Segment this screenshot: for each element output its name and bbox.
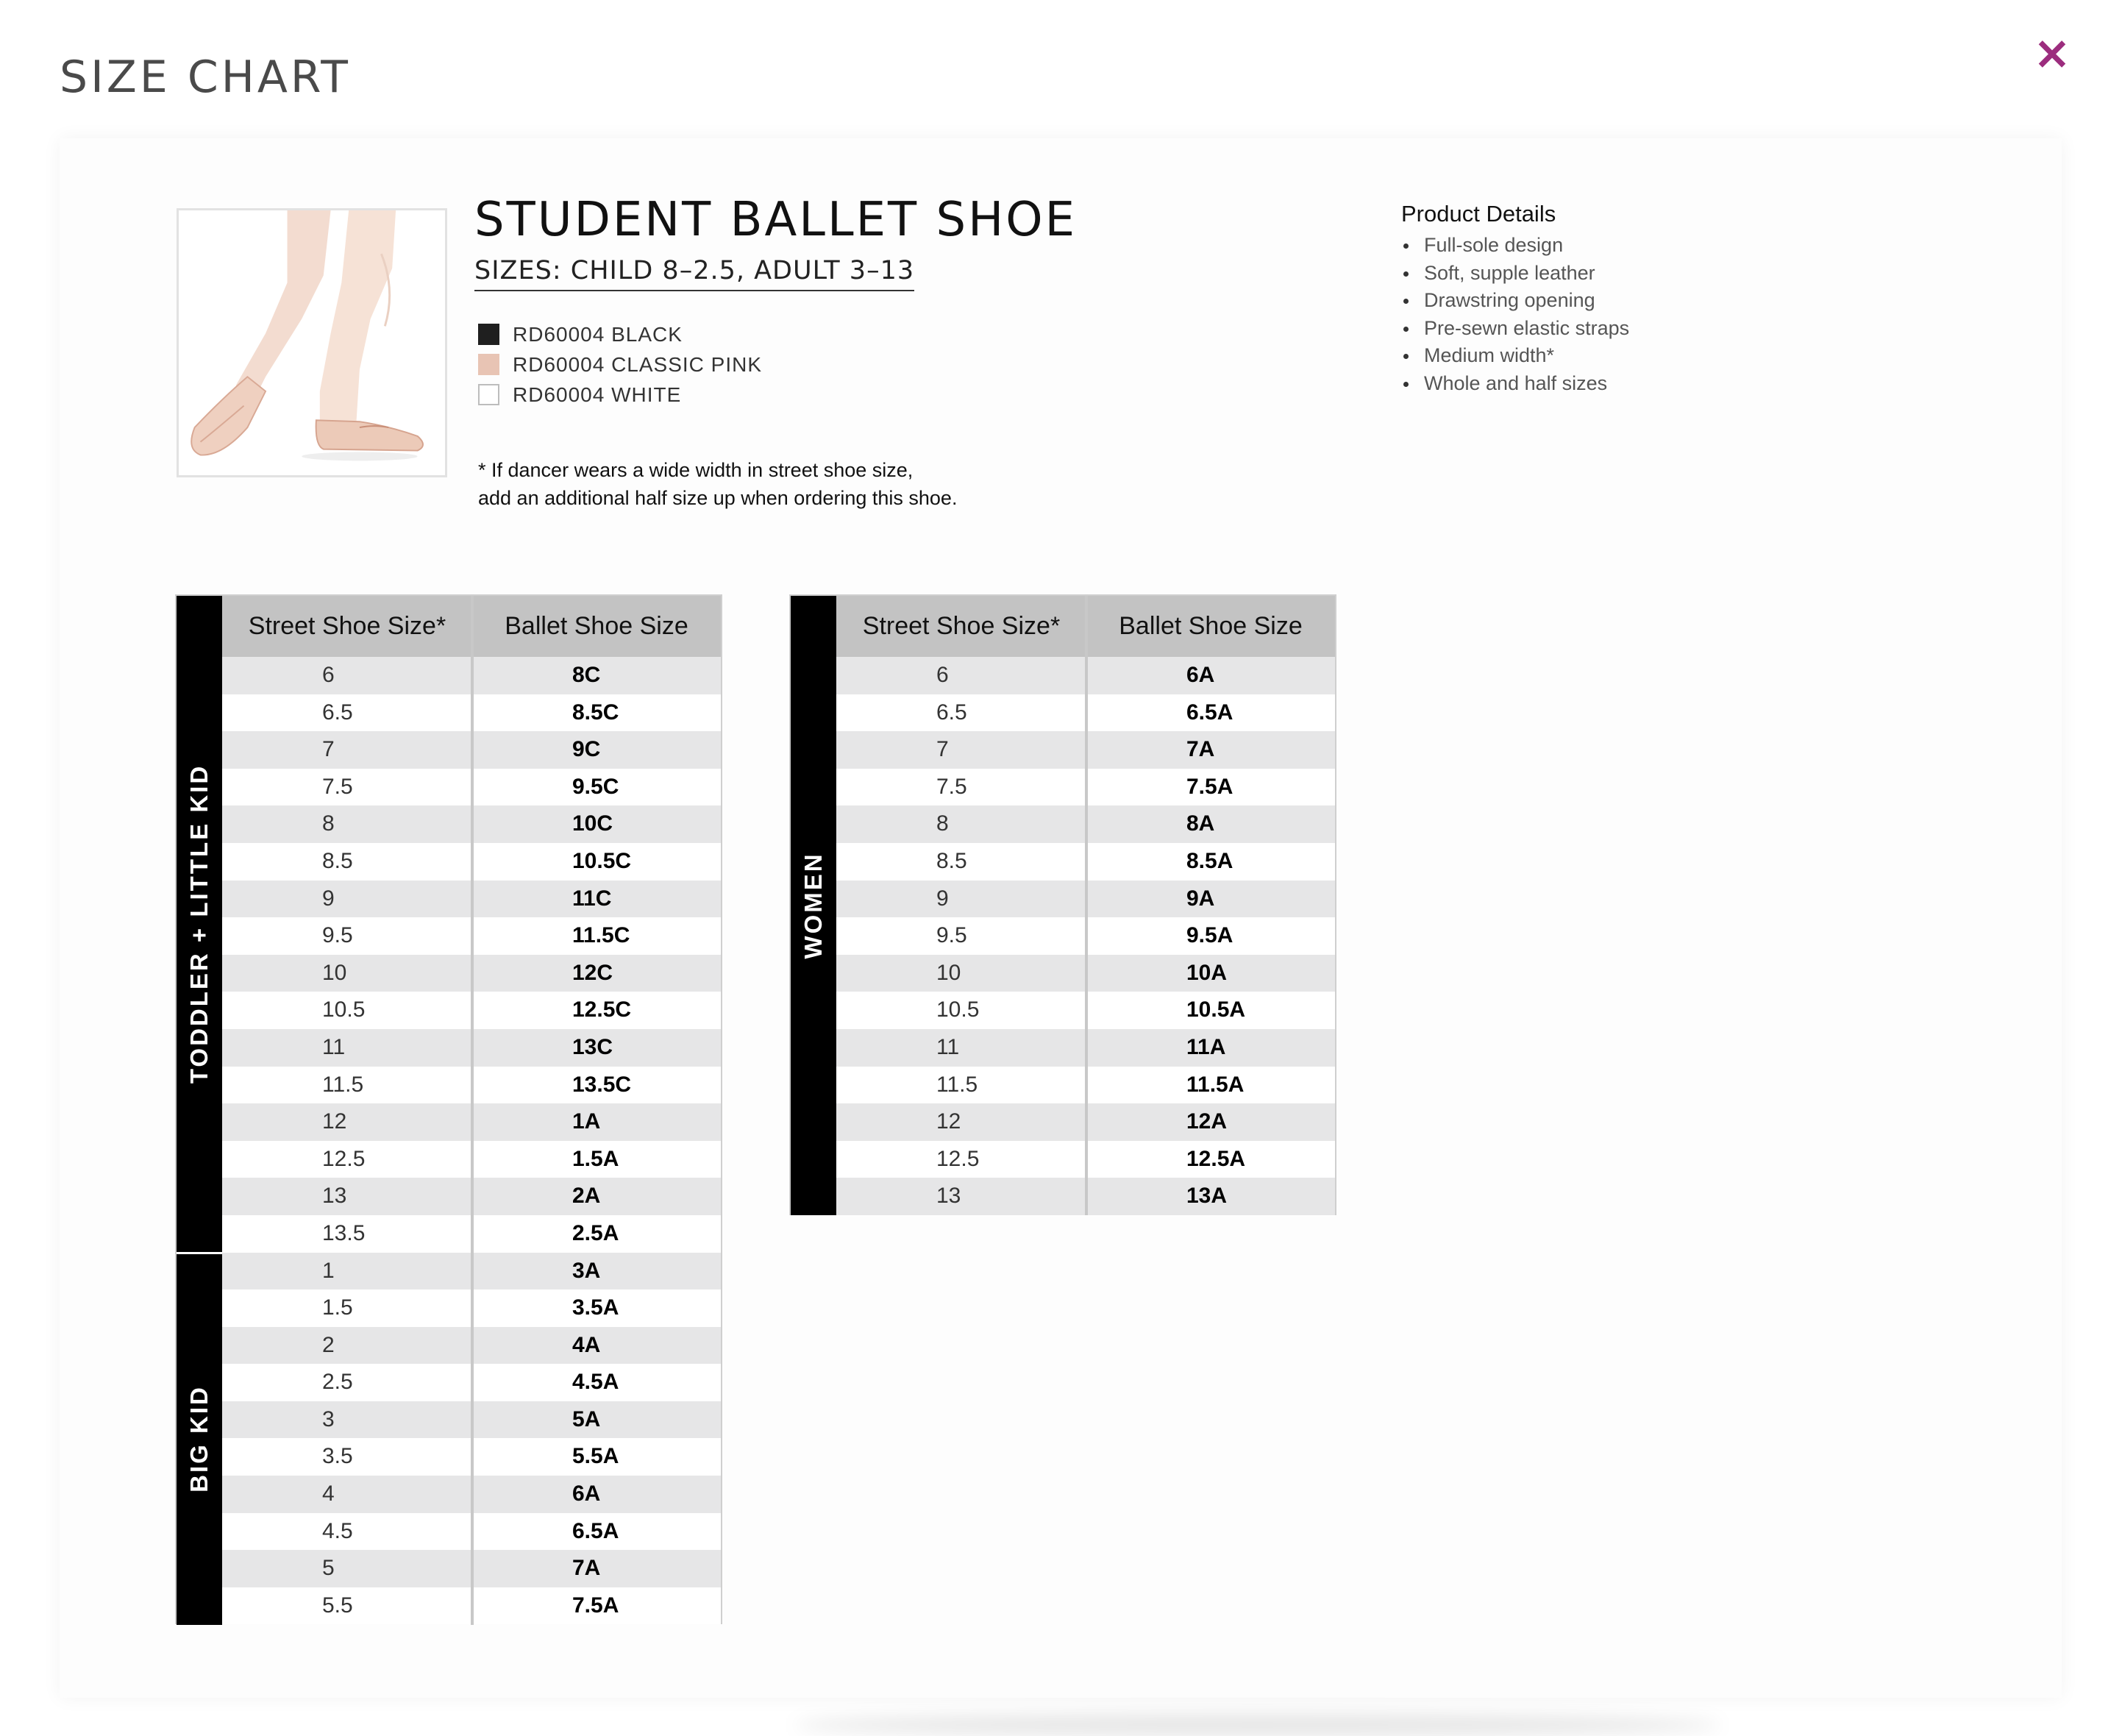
street-size-cell: 10.5: [322, 997, 366, 1022]
product-details: [1401, 201, 1629, 398]
women-size-table: [789, 594, 1336, 1215]
color-option-classic-pink: [478, 349, 762, 380]
ballet-size-cell: 8.5C: [572, 700, 619, 725]
street-size-cell: 12: [936, 1109, 961, 1134]
street-size-cell: 5: [322, 1556, 335, 1581]
group-label-text: WOMEN: [800, 852, 827, 959]
group-label-text: BIG KID: [185, 1384, 213, 1493]
street-size-cell: 10: [936, 960, 961, 985]
street-size-cell: 8: [936, 811, 949, 836]
street-size-cell: 7: [936, 737, 949, 762]
street-size-cell: 5.5: [322, 1593, 353, 1618]
modal-title: SIZE CHART: [60, 51, 351, 103]
street-size-cell: 4.5: [322, 1518, 353, 1543]
details-item: Soft, supple leather: [1401, 260, 1629, 288]
street-size-cell: 9: [936, 886, 949, 911]
street-size-cell: 11: [936, 1034, 960, 1059]
ballet-size-cell: 11A: [1186, 1034, 1226, 1059]
ballet-size-cell: 3A: [572, 1258, 601, 1283]
ballet-size-cell: 7A: [572, 1556, 601, 1581]
street-size-cell: 9.5: [322, 923, 353, 948]
street-size-cell: 13.5: [322, 1220, 366, 1245]
street-size-cell: 11.5: [936, 1072, 978, 1097]
street-size-cell: 9.5: [936, 923, 967, 948]
ballet-size-cell: 9.5C: [572, 774, 619, 799]
details-item: Medium width*: [1401, 342, 1629, 370]
details-item: Pre-sewn elastic straps: [1401, 315, 1629, 343]
ballet-size-cell: 6A: [572, 1481, 601, 1506]
ballet-size-cell: 6.5A: [572, 1518, 619, 1543]
close-icon[interactable]: ×: [2033, 26, 2071, 79]
street-size-cell: 3: [322, 1406, 335, 1431]
ballet-size-cell: 12A: [1186, 1109, 1228, 1134]
ballet-size-cell: 6A: [1186, 663, 1215, 687]
group-label: [791, 596, 836, 1215]
street-size-cell: 8.5: [322, 848, 353, 873]
street-size-cell: 7: [322, 737, 335, 762]
swatch-classic-pink: [478, 354, 499, 375]
street-size-cell: 7.5: [936, 774, 967, 799]
ballet-size-cell: 11.5A: [1186, 1072, 1245, 1097]
ballet-size-cell: 1A: [572, 1109, 601, 1134]
ballet-size-cell: 12.5A: [1186, 1146, 1246, 1171]
ballet-size-cell: 9C: [572, 737, 601, 762]
details-item: Drawstring opening: [1401, 287, 1629, 315]
ballet-size-cell: 13.5C: [572, 1072, 632, 1097]
color-swatches: [478, 319, 762, 410]
ballet-size-cell: 12C: [572, 960, 613, 985]
street-size-cell: 13: [322, 1184, 347, 1209]
ballet-size-cell: 10A: [1186, 960, 1228, 985]
ballet-size-cell: 11C: [572, 886, 612, 911]
ballet-size-cell: 8A: [1186, 811, 1215, 836]
street-size-cell: 1.5: [322, 1295, 353, 1320]
ballet-size-cell: 8C: [572, 663, 601, 687]
street-size-cell: 12.5: [936, 1146, 980, 1171]
color-label: RD60004 CLASSIC PINK: [513, 352, 763, 376]
note-line-1: * If dancer wears a wide width in street shoe size,: [478, 459, 914, 481]
color-option-black: [478, 319, 762, 349]
street-size-cell: 9: [322, 886, 335, 911]
product-name: STUDENT BALLET SHOE: [474, 193, 1078, 247]
street-size-cell: 10.5: [936, 997, 980, 1022]
ballet-size-cell: 11.5C: [572, 923, 630, 948]
ballet-size-cell: 9.5A: [1186, 923, 1233, 948]
street-size-cell: 6.5: [936, 700, 967, 725]
color-option-white: [478, 380, 762, 410]
color-label: RD60004 WHITE: [513, 383, 682, 406]
details-list: [1401, 232, 1629, 398]
header-street-size: Street Shoe Size*: [248, 612, 446, 640]
street-size-cell: 8.5: [936, 848, 967, 873]
column-divider: [471, 596, 474, 1625]
group-label: [177, 596, 222, 1253]
product-image: [177, 208, 447, 477]
ballet-size-cell: 12.5C: [572, 997, 632, 1022]
ballet-size-cell: 13A: [1186, 1184, 1228, 1209]
street-size-cell: 8: [322, 811, 335, 836]
street-size-cell: 6.5: [322, 700, 353, 725]
street-size-cell: 12.5: [322, 1146, 366, 1171]
ballet-size-cell: 4.5A: [572, 1370, 619, 1395]
color-label: RD60004 BLACK: [513, 322, 683, 346]
ballet-size-cell: 2.5A: [572, 1220, 619, 1245]
street-size-cell: 11.5: [322, 1072, 364, 1097]
kids-size-table: [175, 594, 722, 1624]
street-size-cell: 2.5: [322, 1370, 353, 1395]
group-label: [177, 1253, 222, 1625]
column-divider: [1085, 596, 1088, 1215]
ballet-size-cell: 10.5C: [572, 848, 632, 873]
width-note: [478, 456, 957, 512]
note-line-2: add an additional half size up when ordering this shoe.: [478, 487, 958, 509]
ballet-size-cell: 2A: [572, 1184, 601, 1209]
street-size-cell: 2: [322, 1332, 335, 1357]
bottom-shadow: [794, 1714, 1721, 1736]
ballet-size-cell: 13C: [572, 1034, 613, 1059]
group-separator: [177, 1252, 222, 1254]
ballet-size-cell: 5.5A: [572, 1444, 619, 1469]
swatch-white: [478, 384, 499, 405]
street-size-cell: 12: [322, 1109, 347, 1134]
swatch-black: [478, 324, 499, 345]
street-size-cell: 6: [322, 663, 335, 687]
street-size-cell: 6: [936, 663, 949, 687]
ballet-size-cell: 8.5A: [1186, 848, 1233, 873]
street-size-cell: 11: [322, 1034, 346, 1059]
street-size-cell: 10: [322, 960, 347, 985]
product-sizes: SIZES: CHILD 8–2.5, ADULT 3–13: [474, 256, 914, 291]
street-size-cell: 1: [322, 1258, 335, 1283]
details-item: Whole and half sizes: [1401, 370, 1629, 398]
ballet-size-cell: 7A: [1186, 737, 1215, 762]
details-title: Product Details: [1401, 201, 1556, 227]
ballet-size-cell: 6.5A: [1186, 700, 1233, 725]
street-size-cell: 4: [322, 1481, 335, 1506]
ballet-size-cell: 7.5A: [572, 1593, 619, 1618]
street-size-cell: 3.5: [322, 1444, 353, 1469]
ballet-size-cell: 9A: [1186, 886, 1215, 911]
street-size-cell: 13: [936, 1184, 961, 1209]
header-street-size: Street Shoe Size*: [862, 612, 1061, 640]
ballet-size-cell: 10.5A: [1186, 997, 1246, 1022]
ballet-size-cell: 10C: [572, 811, 613, 836]
header-ballet-size: Ballet Shoe Size: [505, 612, 688, 640]
street-size-cell: 7.5: [322, 774, 353, 799]
ballet-shoe-illustration: [179, 210, 445, 475]
ballet-size-cell: 1.5A: [572, 1146, 619, 1171]
ballet-size-cell: 5A: [572, 1406, 601, 1431]
ballet-size-cell: 7.5A: [1186, 774, 1233, 799]
header-ballet-size: Ballet Shoe Size: [1119, 612, 1303, 640]
ballet-size-cell: 3.5A: [572, 1295, 619, 1320]
group-label-text: TODDLER + LITTLE KID: [185, 764, 213, 1084]
details-item: Full-sole design: [1401, 232, 1629, 260]
ballet-size-cell: 4A: [572, 1332, 601, 1357]
